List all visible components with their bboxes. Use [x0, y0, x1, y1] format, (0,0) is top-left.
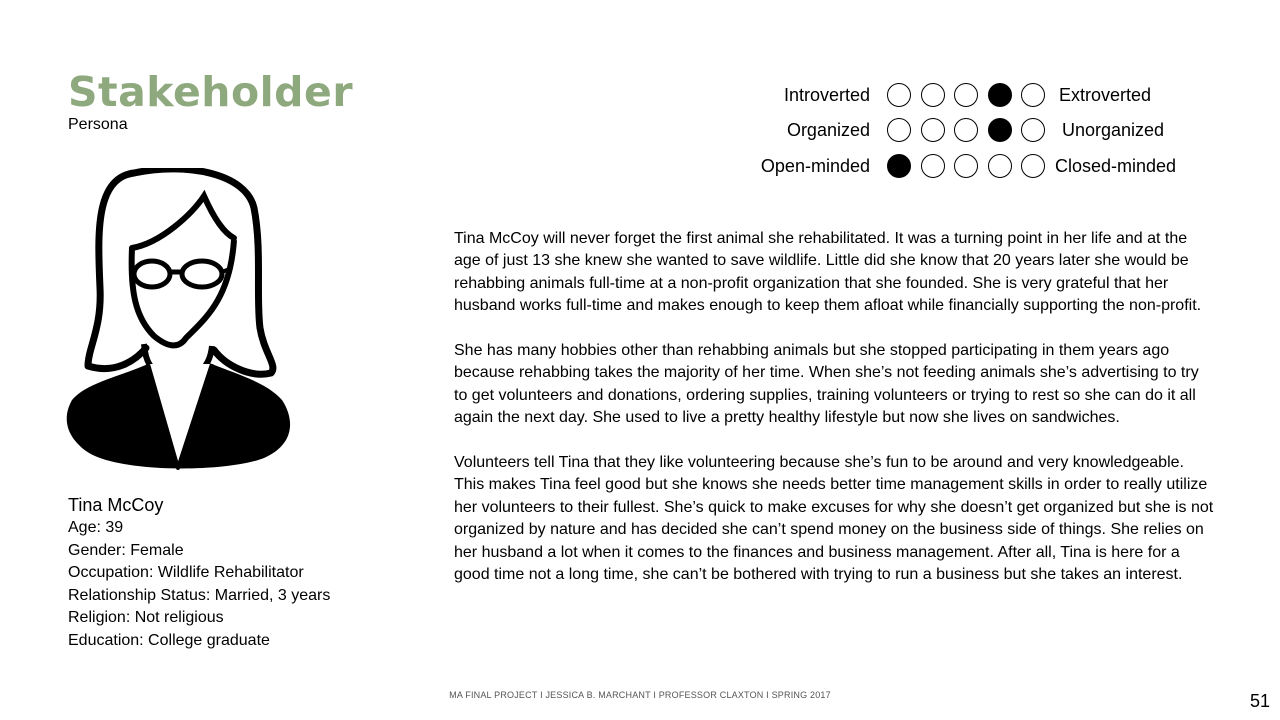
trait-left-label: Introverted	[783, 85, 870, 105]
story-paragraph: Volunteers tell Tina that they like volunteering because she’s fun to be around and very knowledgeable. This makes Tina feel good but she knows she needs better time management skills in order to really utilize her volunteers to their fullest. She’s quick to make excuses for why she doesn’t get organized but she is not organized by nature and has decided she can’t spend money on the business side of things. She relies on her husband a lot when it comes to the finances and business management. After all, Tina is here for a good time not a long time, she can’t be bothered with trying to run a business but she takes an interest.	[454, 454, 1214, 584]
personality-scales	[740, 76, 1200, 186]
story-paragraph: Tina McCoy will never forget the first animal she rehabilitated. It was a turning point in her life and at the age of just 13 she knew she wanted to save wildlife. Little did she know that 20 years later she would be rehabbing animals full-time at a non-profit organization that she founded. She is very grateful that her husband works full-time and makes enough to keep them afloat while financially supporting the non-profit.	[454, 230, 1202, 315]
rating-dot-3	[954, 118, 978, 142]
persona-occupation: Occupation: Wildlife Rehabilitator	[68, 564, 304, 581]
trait-organization	[740, 115, 1200, 145]
page-title: Stakeholder	[68, 68, 354, 116]
rating-dot-5	[1021, 83, 1045, 107]
rating-dot-2	[921, 154, 945, 178]
rating-dot-2	[921, 118, 945, 142]
trait-right-label: Extroverted	[1059, 85, 1152, 105]
rating-dot-4	[988, 118, 1012, 142]
persona-details	[68, 493, 330, 652]
rating-dot-3	[954, 154, 978, 178]
persona-age: Age: 39	[68, 519, 124, 536]
trait-left-label: Open-minded	[760, 156, 870, 176]
rating-dot-1	[887, 118, 911, 142]
rating-dot-4	[988, 154, 1012, 178]
persona-gender: Gender: Female	[68, 541, 184, 559]
rating-dot-2	[921, 83, 945, 107]
persona-story	[454, 228, 1214, 609]
persona-relationship: Relationship Status: Married, 3 years	[68, 586, 331, 604]
rating-dot-5	[1021, 118, 1045, 142]
trait-openness	[740, 151, 1200, 181]
rating-dot-1	[887, 154, 911, 178]
rating-dot-4	[988, 83, 1012, 107]
female-persona-icon	[66, 168, 294, 473]
page-number: 51	[1249, 691, 1270, 711]
trait-introversion	[740, 80, 1200, 110]
footer-credits: MA FINAL PROJECT I JESSICA B. MARCHANT I PROFESSOR CLAXTON I SPRING 2017	[449, 690, 831, 700]
trait-right-label: Closed-minded	[1055, 156, 1177, 176]
trait-left-label: Organized	[786, 120, 870, 140]
rating-dot-1	[887, 83, 911, 107]
persona-education: Education: College graduate	[68, 631, 270, 649]
trait-right-label: Unorganized	[1062, 120, 1165, 140]
rating-dot-3	[954, 83, 978, 107]
persona-religion: Religion: Not religious	[68, 609, 224, 626]
story-paragraph: She has many hobbies other than rehabbing animals but she stopped participating in them years ago because rehabbing takes the majority of her time. When she’s not feeding animals she’s advertising to try to get volunteers and donations, ordering supplies, training volunteers or trying to rest so she can do it all again the next day. She used to live a pretty healthy lifestyle but now she lives on sandwiches.	[454, 342, 1199, 427]
page-subtitle: Persona	[68, 116, 128, 133]
rating-dot-5	[1021, 154, 1045, 178]
persona-name: Tina McCoy	[68, 495, 164, 515]
